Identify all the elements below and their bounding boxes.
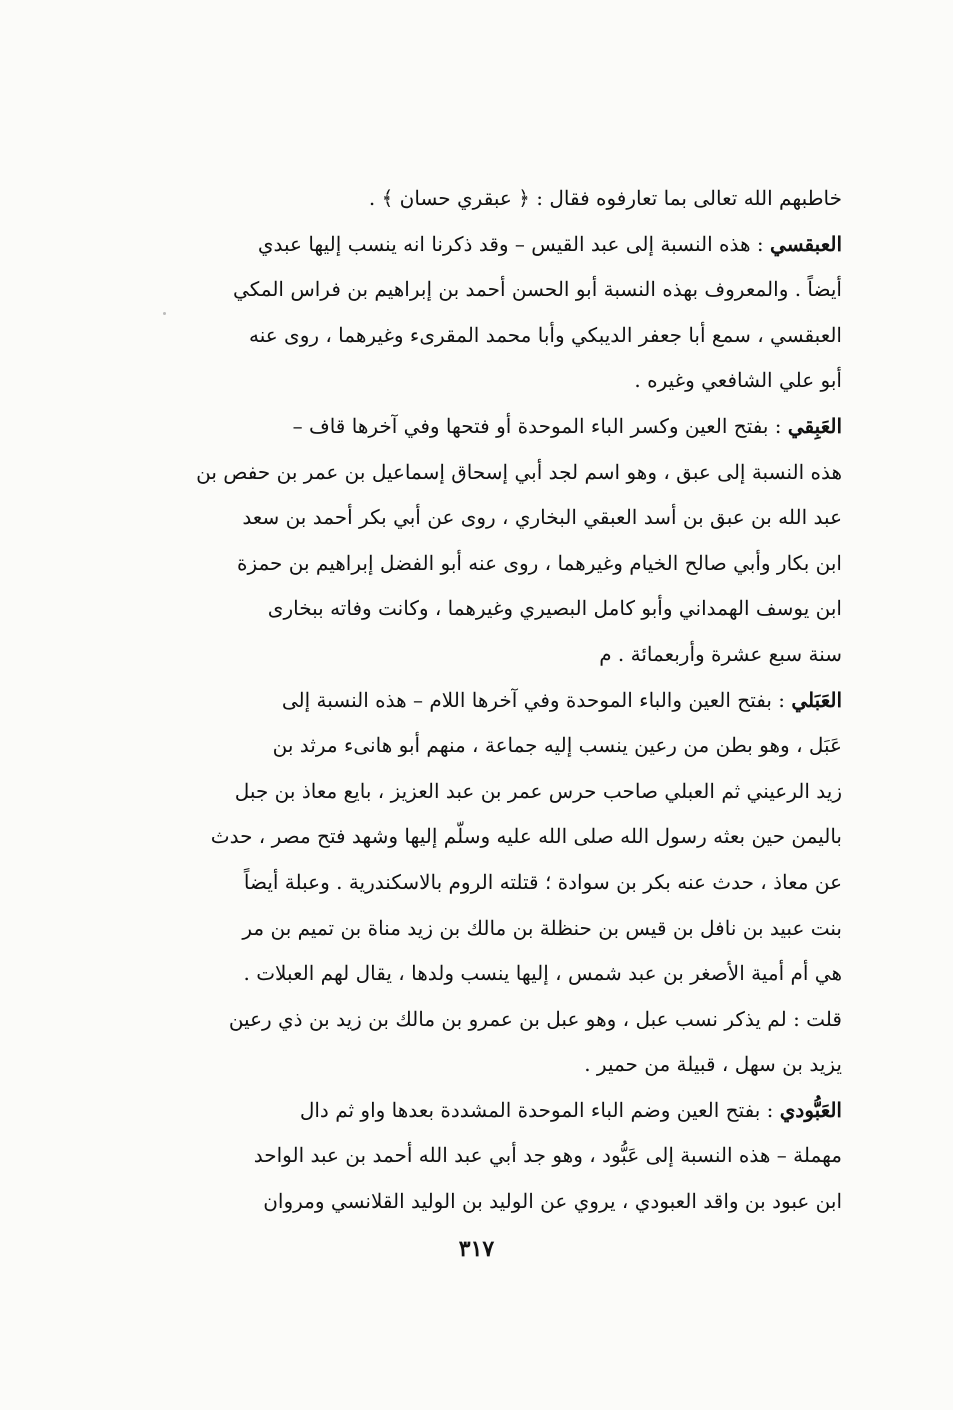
line-text: : هذه النسبة إلى عبد القيس – وقد ذكرنا انه ينسب إليها عبدي: [257, 231, 771, 256]
line-text: ابن عبود بن واقد العبودي ، يروي عن الوليد بن الوليد القلانسي ومروان: [263, 1189, 842, 1214]
line-text: ابن بكار وأبي صالح الخيام وغيرهما ، روى عنه أبو الفضل إبراهيم بن حمزة: [236, 550, 842, 575]
entry-heading: العبقسي: [770, 231, 842, 256]
line-text: عن معاذ ، حدث عنه بكر بن سوادة ؛ قتلته الروم بالاسكندرية . وعبلة أيضاً: [243, 869, 842, 894]
line-text: زيد الرعيني ثم العبلي صاحب حرس عمر بن عبد العزيز ، بايع معاذ بن جبل: [234, 778, 842, 803]
text-line: [160, 267, 842, 313]
line-text: : بفتح العين وكسر الباء الموحدة أو فتحها وفي آخرها قاف –: [292, 413, 788, 438]
text-line: [160, 1042, 842, 1088]
line-text: هي أم أمية الأصغر بن عبد شمس ، إليها ينسب ولدها ، يقال لهم العبلات .: [243, 961, 842, 986]
text-line: [160, 358, 842, 404]
text-line: [160, 632, 842, 678]
line-text: هذه النسبة إلى عبق ، وهو اسم لجد أبي إسحاق إسماعيل بن عمر بن حفص بن: [196, 459, 842, 484]
entry-heading: العَبُّودي: [779, 1097, 842, 1122]
text-line: [160, 951, 842, 997]
entry-heading: العَبِقي: [787, 413, 842, 438]
text-line: [160, 1088, 842, 1134]
text-line: [160, 814, 842, 860]
line-text: سنة سبع عشرة وأربعمائة . م: [599, 641, 842, 666]
text-line: [160, 313, 842, 359]
line-text: أبو علي الشافعي وغيره .: [634, 368, 842, 393]
text-line: [160, 176, 842, 222]
text-line: [160, 222, 842, 268]
line-text: أيضاً . والمعروف بهذه النسبة أبو الحسن أحمد بن إبراهيم بن فراس المكي: [233, 277, 842, 302]
text-line: [160, 404, 842, 450]
line-text: قلت : لم يذكر نسب عبل ، وهو عبل بن عمرو بن مالك بن زيد بن ذي رعين: [228, 1006, 842, 1031]
text-line: [160, 769, 842, 815]
line-text: باليمن حين بعثه رسول الله صلى الله عليه وسلّم إليها وشهد فتح مصر ، حدث: [210, 824, 842, 849]
line-text: مهملة – هذه النسبة إلى عَبُّود ، وهو جد أبي عبد الله أحمد بن عبد الواحد: [253, 1143, 842, 1168]
text-line: [160, 586, 842, 632]
text-line: [160, 723, 842, 769]
text-line: [160, 495, 842, 541]
text-line: [160, 1179, 842, 1225]
line-text: ابن يوسف الهمداني وأبو كامل البصيري وغيرهما ، وكانت وفاته ببخارى: [267, 596, 842, 621]
line-text: : بفتح العين والباء الموحدة وفي آخرها اللام – هذه النسبة إلى: [281, 687, 792, 712]
text-line: [160, 997, 842, 1043]
line-text: العبقسي ، سمع أبا جعفر الديبكي وأبا محمد المقرىء وغيرهما ، روى عنه: [248, 322, 842, 347]
page-body-text: [160, 176, 842, 1225]
line-text: عبد الله بن عبق بن أسد العبقي البخاري ، روى عن أبي بكر أحمد بن سعد: [242, 505, 842, 530]
line-text: عَبَل ، وهو بطن من رعين ينسب إليه جماعة ، منهم أبو هانىء مرثد بن: [272, 733, 842, 758]
text-line: [160, 541, 842, 587]
text-line: [160, 450, 842, 496]
text-line: [160, 906, 842, 952]
line-text: بنت عبيد بن نافل بن قيس بن حنظلة بن مالك بن زيد مناة بن تميم بن مر: [242, 915, 842, 940]
line-text: : بفتح العين وضم الباء الموحدة المشددة بعدها واو ثم دال: [299, 1097, 780, 1122]
line-text: يزيد بن سهل ، قبيلة من حمير .: [584, 1052, 842, 1077]
text-line: [160, 860, 842, 906]
entry-heading: العَبَلي: [791, 687, 842, 712]
page-number: ٣١٧: [458, 1236, 495, 1262]
text-line: [160, 1133, 842, 1179]
text-line: [160, 678, 842, 724]
line-text: خاطبهم الله تعالى بما تعارفوه فقال : ﴿ عبقري حسان ﴾ .: [368, 186, 842, 210]
